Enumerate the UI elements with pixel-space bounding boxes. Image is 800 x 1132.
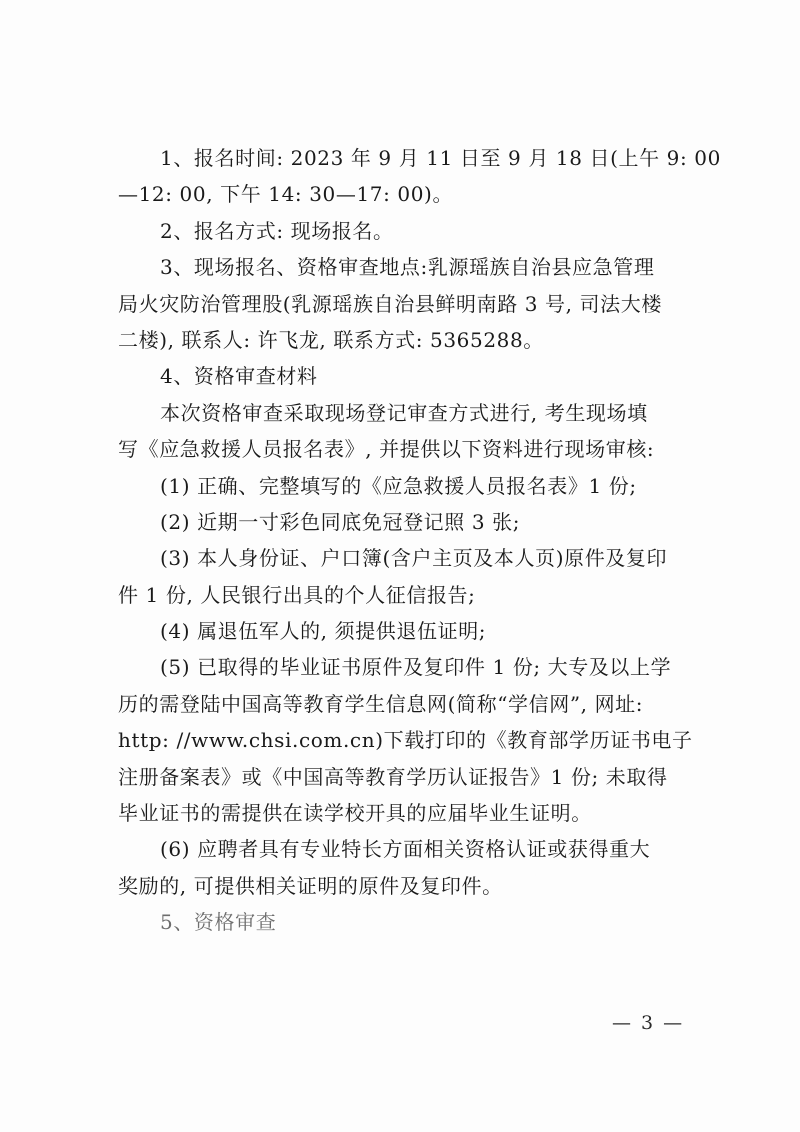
text-line: 1、报名时间: 2023 年 9 月 11 日至 9 月 18 日(上午 9: 00	[160, 146, 721, 170]
text-line: 局火灾防治管理股(乳源瑶族自治县鲜明南路 3 号, 司法大楼	[118, 291, 662, 316]
text-line: 3、现场报名、资格审查地点:乳源瑶族自治县应急管理	[160, 255, 655, 280]
text-line: (2) 近期一寸彩色同底免冠登记照 3 张;	[160, 509, 521, 534]
text-line: (1) 正确、完整填写的《应急救援人员报名表》1 份;	[160, 473, 637, 498]
text-line: http: //www.chsi.com.cn)下载打印的《教育部学历证书电子	[118, 728, 693, 753]
text-line: 5、资格审查	[160, 910, 277, 935]
text-line: 写《应急救援人员报名表》, 并提供以下资料进行现场审核:	[118, 437, 655, 462]
text-line: 奖励的, 可提供相关证明的原件及复印件。	[118, 873, 503, 898]
text-line: (6) 应聘者具有专业特长方面相关资格认证或获得重大	[160, 837, 651, 862]
text-line: (5) 已取得的毕业证书原件及复印件 1 份; 大专及以上学	[160, 655, 672, 680]
text-line: (4) 属退伍军人的, 须提供退伍证明;	[160, 619, 487, 644]
text-line: 历的需登陆中国高等教育学生信息网(简称“学信网”, 网址:	[118, 691, 644, 716]
page-number: — 3 —	[612, 1012, 685, 1034]
text-line: 本次资格审查采取现场登记审查方式进行, 考生现场填	[160, 400, 648, 425]
document-body	[118, 140, 721, 941]
text-line: 毕业证书的需提供在读学校开具的应届毕业生证明。	[118, 801, 592, 826]
text-line: —12: 00, 下午 14: 30—17: 00)。	[118, 182, 454, 207]
text-line: 件 1 份, 人民银行出具的个人征信报告;	[118, 582, 476, 607]
text-line: 注册备案表》或《中国高等教育学历认证报告》1 份; 未取得	[118, 764, 668, 789]
text-line: 2、报名方式: 现场报名。	[160, 218, 394, 243]
text-line: 4、资格审查材料	[160, 364, 318, 389]
text-line: (3) 本人身份证、户口簿(含户主页及本人页)原件及复印	[160, 546, 668, 571]
text-line: 二楼), 联系人: 许飞龙, 联系方式: 5365288。	[118, 327, 544, 352]
